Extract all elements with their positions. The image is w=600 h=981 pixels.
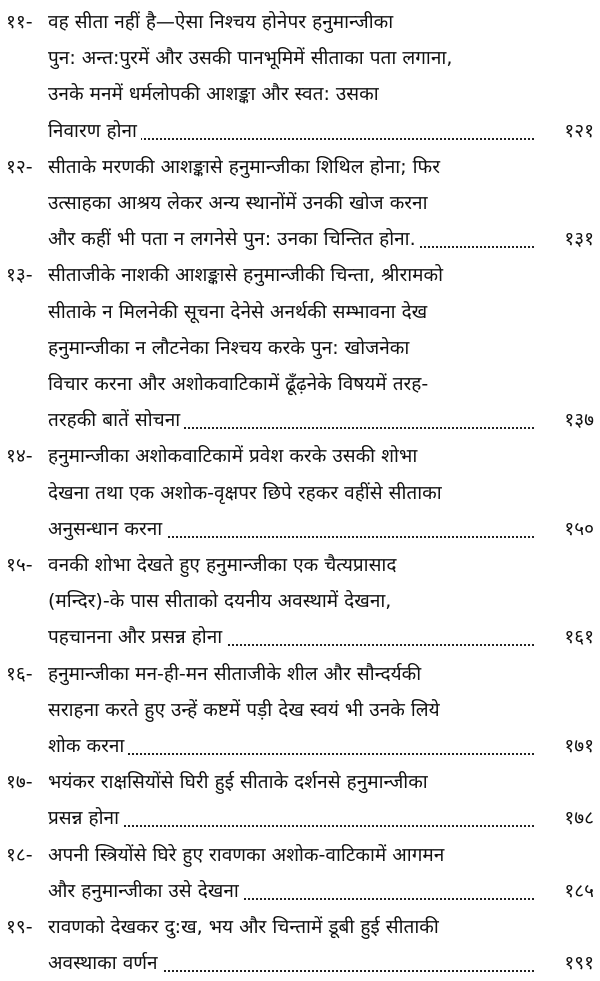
page-number: १६१ (564, 626, 594, 649)
toc-entry (0, 837, 600, 909)
toc-entry (0, 149, 600, 258)
entry-text-line: हनुमान्जीका मन-ही-मन सीताजीके शील और सौन्दर्यकी (48, 662, 422, 685)
entry-last-line (48, 945, 534, 981)
entry-number: १४- (6, 445, 33, 468)
page-number: १२१ (564, 119, 594, 142)
entry-description (48, 547, 594, 656)
entry-text-line: विचार करना और अशोकवाटिकामें ढूँढ़नेके विषयमें तरह- (48, 372, 429, 395)
entry-text-line: और हनुमान्जीका उसे देखना (48, 880, 243, 902)
entry-last-line (48, 113, 534, 149)
toc-entry (0, 438, 600, 547)
page-number: १३१ (564, 228, 594, 251)
page-number: १८५ (564, 879, 594, 902)
entry-text-line: पुन: अन्त:पुरमें और उसकी पानभूमिमें सीताका पता लगाना, (48, 47, 453, 70)
entry-description (48, 438, 594, 547)
entry-text-line: हनुमान्जीका न लौटनेका निश्चय करके पुन: खोजनेका (48, 336, 410, 359)
page-number: १९१ (564, 952, 594, 975)
toc-entry (0, 909, 600, 981)
entry-text-line: अवस्थाका वर्णन (48, 952, 162, 974)
entry-text-line: निवारण होना (48, 120, 141, 142)
entry-text-line: और कहीं भी पता न लगनेसे पुन: उनका चिन्तित होना. (48, 228, 420, 250)
page-number: १५० (564, 517, 594, 540)
entry-number: १७- (6, 771, 33, 794)
entry-text-line: भयंकर राक्षसियोंसे घिरी हुई सीताके दर्शनसे हनुमान्जीका (48, 771, 428, 794)
toc-entry (0, 764, 600, 836)
entry-number: ११- (6, 11, 33, 33)
entry-description (48, 656, 594, 765)
entry-description (48, 837, 594, 909)
entry-text-line: प्रसन्न होना (48, 807, 123, 829)
entry-last-line (48, 728, 534, 764)
entry-number: १५- (6, 554, 33, 576)
entry-text-line: अनुसन्धान करना (48, 518, 166, 540)
entry-number: १३- (6, 264, 33, 287)
entry-text-line: अपनी स्त्रियोंसे घिरे हुए रावणका अशोक-वाटिकामें आगमन (48, 843, 445, 866)
entry-number: १२- (6, 155, 33, 178)
entry-number: १८- (6, 843, 33, 866)
entry-description (48, 149, 594, 258)
entry-description (48, 4, 594, 149)
entry-description (48, 764, 594, 836)
toc-entry (0, 257, 600, 438)
entry-text-line: वनकी शोभा देखते हुए हनुमान्जीका एक चैत्यप्रासाद (48, 554, 397, 576)
entry-last-line (48, 873, 534, 909)
entry-text-line: सीताजीके नाशकी आशङ्कासे हनुमान्जीकी चिन्ता, श्रीरामको (48, 264, 444, 287)
entry-last-line (48, 402, 534, 438)
page-number: १३७ (564, 409, 594, 432)
entry-text-line: देखना तथा एक अशोक-वृक्षपर छिपे रहकर वहींसे सीताका (48, 481, 442, 504)
entry-description (48, 909, 594, 981)
entry-text-line: रावणको देखकर दु:ख, भय और चिन्तामें डूबी हुई सीताकी (48, 916, 439, 938)
entry-text-line: पहचानना और प्रसन्न होना (48, 626, 226, 648)
entry-text-line: वह सीता नहीं है—ऐसा निश्चय होनेपर हनुमान्जीका (48, 11, 394, 33)
entry-number: १९- (6, 916, 33, 938)
entry-last-line (48, 800, 534, 836)
entry-text-line: उनके मनमें धर्मलोपकी आशङ्का और स्वत: उसका (48, 83, 379, 106)
page-number: १७८ (564, 807, 594, 830)
entry-text-line: उत्साहका आश्रय लेकर अन्य स्थानोंमें उनकी खोज करना (48, 191, 428, 214)
toc-entry (0, 656, 600, 765)
toc-entry (0, 4, 600, 149)
entry-number: १६- (6, 662, 33, 685)
toc-entry (0, 547, 600, 656)
entry-last-line (48, 511, 534, 547)
page-number: १७१ (564, 734, 594, 757)
entry-text-line: (मन्दिर)-के पास सीताको दयनीय अवस्थामें देखना, (48, 590, 392, 613)
entry-text-line: तरहकी बातें सोचना (48, 409, 184, 431)
entry-text-line: सीताके मरणकी आशङ्कासे हनुमान्जीका शिथिल होना; फिर (48, 155, 440, 178)
entry-text-line: सराहना करते हुए उन्हें कष्टमें पड़ी देख स्वयं भी उनके लिये (48, 698, 440, 721)
entry-text-line: हनुमान्जीका अशोकवाटिकामें प्रवेश करके उसकी शोभा (48, 445, 418, 468)
entry-text-line: शोक करना (48, 735, 128, 757)
entry-text-line: सीताके न मिलनेकी सूचना देनेसे अनर्थकी सम्भावना देख (48, 300, 428, 323)
entry-last-line (48, 619, 534, 655)
entry-last-line (48, 221, 534, 257)
entry-description (48, 257, 594, 438)
